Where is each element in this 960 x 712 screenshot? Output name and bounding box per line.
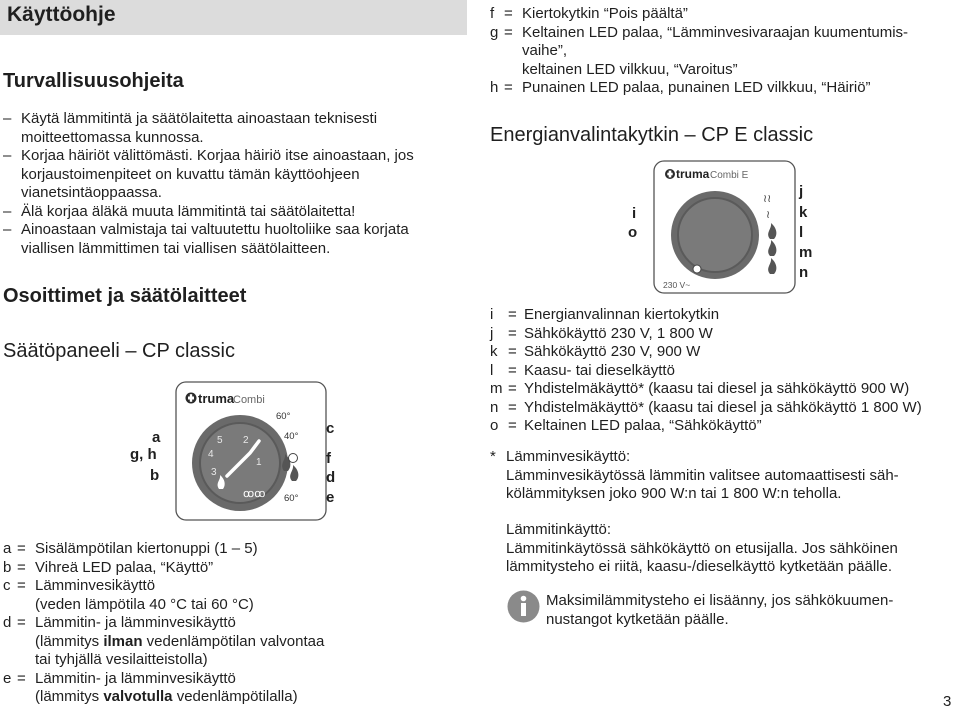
label-i: i (632, 205, 637, 222)
knob-scale-3: 3 (211, 467, 217, 478)
temp-60-bottom: 60° (284, 493, 299, 504)
cp-classic-panel (175, 381, 327, 521)
cp-legend (3, 540, 463, 707)
knob-scale-5: 5 (217, 435, 223, 446)
footnote-text: kölämmityksen joko 900 W:n tai 1 800 W:n teholla. (506, 485, 842, 502)
heater-high-icon: ≀≀ (763, 193, 772, 205)
legend-row: d = Lämmitin- ja lämminvesikäyttö (3, 614, 236, 631)
cp-classic-heading: Säätöpaneeli – CP classic (3, 340, 235, 362)
label-a: a (152, 429, 161, 446)
legend-cont: (lämmitys valvotulla vedenlämpötilalla) (35, 688, 298, 705)
truma-logo-icon (186, 393, 197, 404)
label-b: b (150, 467, 160, 484)
safety-list (3, 110, 458, 258)
safety-item: – Älä korjaa äläkä muuta lämmitintä tai säätölaitetta! (3, 203, 458, 222)
legend-row: o = Keltainen LED palaa, “Sähkökäyttö” (490, 417, 762, 434)
label-e: e (326, 489, 335, 506)
legend-row: l = Kaasu- tai dieselkäyttö (490, 361, 675, 379)
radiator-icon: ꝏꝏ (243, 488, 266, 500)
legend-cont: (lämmitys ilman vedenlämpötilan valvontaa (35, 632, 325, 650)
energy-heading: Energianvalintakytkin – CP E classic (490, 124, 814, 146)
label-gh: g, h (130, 446, 157, 463)
heating-text: Lämmitinkäytössä sähkökäyttö on etusijalla. Jos sähköinen (506, 539, 898, 557)
page-number: 3 (943, 693, 952, 710)
label-c: c (326, 420, 335, 437)
legend-row: i = Energianvalinnan kiertokytkin (490, 306, 720, 323)
legend-row: h = Punainen LED palaa, punainen LED vilkkuu, “Häiriö” (490, 79, 871, 96)
cp-e-brand: truma (676, 167, 710, 181)
truma-logo-icon (665, 169, 675, 179)
legend-row: c = Lämminvesikäyttö (3, 577, 156, 594)
legend-cont: keltainen LED vilkkuu, “Varoitus” (522, 60, 738, 78)
knob-scale-4: 4 (208, 449, 214, 460)
info-icon (507, 590, 540, 623)
legend-row: g = Keltainen LED palaa, “Lämminvesivaraajan kuumentumis- (490, 23, 909, 41)
legend-row: m = Yhdistelmäkäyttö* (kaasu tai diesel ja sähkökäyttö 900 W) (490, 380, 910, 397)
cp-e-panel (653, 160, 796, 294)
legend-row: k = Sähkökäyttö 230 V, 900 W (490, 343, 701, 360)
info-text: Maksimilämmitysteho ei lisäänny, jos sähkökuumen- (546, 592, 894, 609)
footnote (490, 448, 958, 504)
legend-row: b = Vihreä LED palaa, “Käyttö” (3, 558, 214, 576)
info-note (546, 592, 956, 629)
document-title: Käyttöohje (7, 3, 116, 26)
label-d: d (326, 469, 336, 486)
voltage-label: 230 V~ (663, 280, 691, 290)
cp-brand: truma (198, 391, 235, 406)
energy-legend (490, 306, 958, 436)
label-l: l (799, 224, 804, 241)
legend-cont: tai tyhjällä vesilaitteistolla) (35, 651, 208, 668)
footnote-text: Lämminvesikäytössä lämmitin valitsee automaattisesti säh- (506, 466, 899, 484)
footnote-mark: * (490, 448, 496, 465)
status-legend (490, 5, 955, 98)
status-led (289, 454, 298, 463)
safety-item: – Ainoastaan valmistaja tai valtuutettu huoltoliike saa korjata viallisen lämmittimen tai viallisen säätölaitteen. (3, 221, 458, 258)
energy-selector-knob[interactable] (671, 191, 759, 279)
legend-cont: (veden lämpötila 40 °C tai 60 °C) (35, 595, 254, 613)
safety-heading: Turvallisuusohjeita (3, 70, 184, 92)
legend-cont: vaihe”, (522, 42, 568, 59)
cp-model: Combi (233, 394, 265, 406)
heating-title: Lämmitinkäyttö: (506, 521, 612, 538)
label-k: k (799, 204, 808, 221)
cp-e-model: Combi E (710, 170, 749, 181)
electric-led (693, 265, 701, 273)
knob-scale-2: 2 (243, 435, 249, 446)
safety-item: – Käytä lämmitintä ja säätölaitetta ainoastaan teknisesti moitteettomassa kunnossa. (3, 110, 458, 147)
safety-item: – Korjaa häiriöt välittömästi. Korjaa häiriö itse ainoastaan, jos korjaustoimenpiteet on kuvattu tämän käyttöohjeen vianetsintäoppaassa. (3, 147, 458, 203)
temp-40: 40° (284, 431, 299, 442)
legend-row: j = Sähkökäyttö 230 V, 1 800 W (490, 324, 713, 342)
header-bar (0, 0, 467, 35)
heating-text: lämmitysteho ei riitä, kaasu-/dieselkäyttö kytketään päälle. (506, 558, 893, 575)
legend-row: f = Kiertokytkin “Pois päältä” (490, 5, 688, 22)
label-o: o (628, 224, 638, 241)
label-f: f (326, 450, 331, 467)
info-text: nustangot kytketään päälle. (546, 610, 729, 628)
label-n: n (799, 264, 809, 281)
temp-60-top: 60° (276, 411, 291, 422)
heater-low-icon: ≀ (766, 209, 771, 221)
label-j: j (799, 183, 804, 200)
label-m: m (799, 244, 813, 261)
knob-scale-1: 1 (256, 457, 262, 468)
footnote-title: Lämminvesikäyttö: (506, 448, 631, 465)
legend-row: n = Yhdistelmäkäyttö* (kaasu tai diesel ja sähkökäyttö 1 800 W) (490, 398, 922, 416)
controls-heading: Osoittimet ja säätölaitteet (3, 285, 247, 307)
legend-row: e = Lämmitin- ja lämminvesikäyttö (3, 669, 236, 687)
heating-note (506, 521, 958, 577)
legend-row: a = Sisälämpötilan kiertonuppi (1 – 5) (3, 540, 258, 557)
